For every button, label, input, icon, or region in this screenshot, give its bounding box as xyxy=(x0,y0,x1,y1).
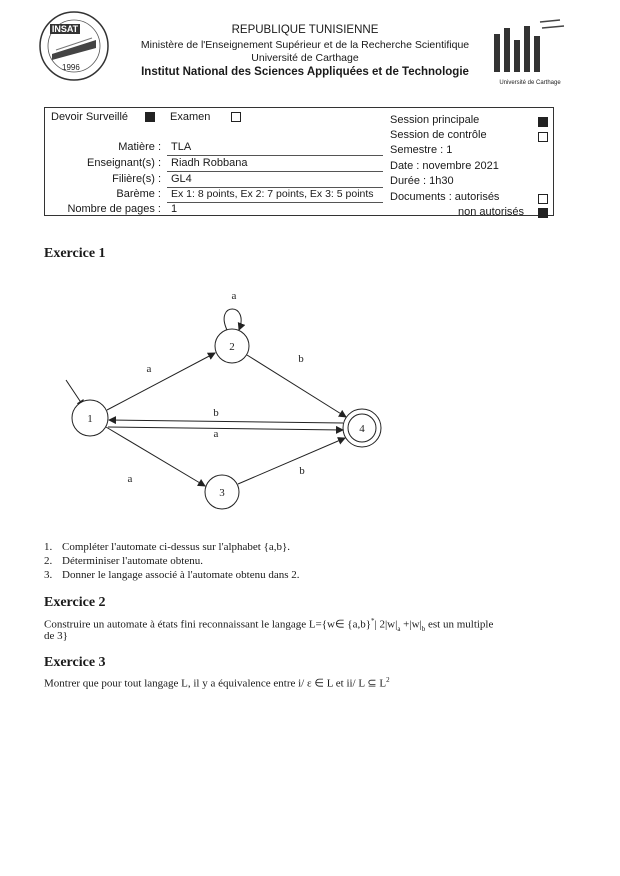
examen-label: Examen xyxy=(170,111,211,123)
edge-4-1-label: b xyxy=(213,407,219,419)
documents-non-checkbox xyxy=(538,208,548,218)
edge-3-4-label: b xyxy=(299,465,305,477)
edge-loop-2-label: a xyxy=(231,290,237,302)
carthage-logo-caption: Université de Carthage xyxy=(499,80,561,86)
exercise1-question-2 xyxy=(44,555,203,567)
state-1-label: 1 xyxy=(87,413,93,425)
exercise2-text-d: est un multiple xyxy=(425,618,494,631)
enseignant-value: Riadh Robbana xyxy=(171,157,248,169)
exercise1-title: Exercice 1 xyxy=(44,246,106,261)
edge-2-4 xyxy=(247,355,346,417)
state-2-label: 2 xyxy=(229,341,235,353)
q1-number: 1. xyxy=(44,541,53,553)
exercise2-title: Exercice 2 xyxy=(44,595,106,610)
edge-1-2 xyxy=(107,353,215,410)
exercise2-text xyxy=(44,617,564,633)
exam-info-box xyxy=(44,107,554,216)
exercise1-question-1 xyxy=(44,541,290,553)
exercise3-title: Exercice 3 xyxy=(44,655,106,670)
documents-autorises-checkbox xyxy=(538,194,548,204)
documents-label: Documents : autorisés xyxy=(390,191,500,203)
carthage-logo xyxy=(490,18,570,88)
edge-loop-2 xyxy=(224,309,241,330)
header-university: Université de Carthage xyxy=(251,52,359,64)
automaton-diagram xyxy=(44,280,424,520)
exercise2-text-c: +|w| xyxy=(400,618,422,631)
exercise3-sup-2: 2 xyxy=(386,676,390,684)
edge-2-4-label: b xyxy=(298,353,304,365)
q3-number: 3. xyxy=(44,569,53,581)
insat-logo-year: 1996 xyxy=(62,63,80,72)
edge-4-1 xyxy=(109,420,343,423)
insat-logo-text: INSAT xyxy=(51,24,79,34)
enseignant-label: Enseignant(s) : xyxy=(87,157,161,169)
session-principale-label: Session principale xyxy=(390,114,480,126)
examen-checkbox xyxy=(231,112,241,122)
exercise3-text-a: Montrer que pour tout langage L, il y a équivalence entre i/ ε ∈ L et ii/ L ⊆ L xyxy=(44,677,387,690)
q3-text: Donner le langage associé à l'automate obtenu dans 2. xyxy=(62,569,300,581)
enseignant-underline xyxy=(167,171,383,172)
edge-3-4 xyxy=(238,438,345,484)
q1-text: Compléter l'automate ci-dessus sur l'alphabet {a,b}. xyxy=(62,541,291,553)
state-3-label: 3 xyxy=(219,487,225,499)
documents-non-label: non autorisés xyxy=(458,206,525,218)
devoir-checkbox xyxy=(145,112,155,122)
exercise2-sub-a: a xyxy=(397,624,401,633)
state-4-label: 4 xyxy=(359,423,365,435)
header-institute: Institut National des Sciences Appliquées et de Technologie xyxy=(141,66,469,78)
exercise3-text xyxy=(44,676,390,690)
bareme-underline xyxy=(167,202,383,203)
exercise2-text-line2: de 3} xyxy=(44,630,68,642)
filiere-value: GL4 xyxy=(171,173,192,185)
q2-number: 2. xyxy=(44,555,53,567)
exercise2-star: * xyxy=(371,617,375,625)
date-text: Date : novembre 2021 xyxy=(390,160,499,172)
header-country: REPUBLIQUE TUNISIENNE xyxy=(231,24,379,36)
matiere-underline xyxy=(167,155,383,156)
edge-1-3-label: a xyxy=(127,473,133,485)
edge-1-4 xyxy=(108,427,343,430)
pages-value: 1 xyxy=(171,203,178,215)
session-controle-checkbox xyxy=(538,132,548,142)
exercise2-text-b: | 2|w| xyxy=(374,618,398,631)
duree-text: Durée : 1h30 xyxy=(390,175,454,187)
devoir-label: Devoir Surveillé xyxy=(51,111,129,123)
exercise2-sub-b: b xyxy=(421,624,426,633)
matiere-label: Matière : xyxy=(118,141,161,153)
insat-logo xyxy=(38,10,110,82)
header-ministry: Ministère de l'Enseignement Supérieur et de la Recherche Scientifique xyxy=(140,39,470,51)
q2-text: Déterminiser l'automate obtenu. xyxy=(62,555,203,567)
session-principale-checkbox xyxy=(538,117,548,127)
edge-1-2-label: a xyxy=(146,363,152,375)
edge-1-4-label: a xyxy=(213,428,219,440)
exercise1-question-3 xyxy=(44,569,299,581)
edge-1-3 xyxy=(106,427,205,486)
semestre-text: Semestre : 1 xyxy=(390,144,453,156)
exercise2-text-a: Construire un automate à états fini reconnaissant le langage L={w∈ {a,b} xyxy=(44,618,371,631)
session-controle-label: Session de contrôle xyxy=(390,129,487,141)
bareme-value: Ex 1: 8 points, Ex 2: 7 points, Ex 3: 5 points xyxy=(171,188,374,200)
filiere-label: Filière(s) : xyxy=(112,173,161,185)
matiere-value: TLA xyxy=(171,141,192,153)
bareme-label: Barème : xyxy=(116,188,161,200)
pages-label: Nombre de pages : xyxy=(67,203,161,215)
